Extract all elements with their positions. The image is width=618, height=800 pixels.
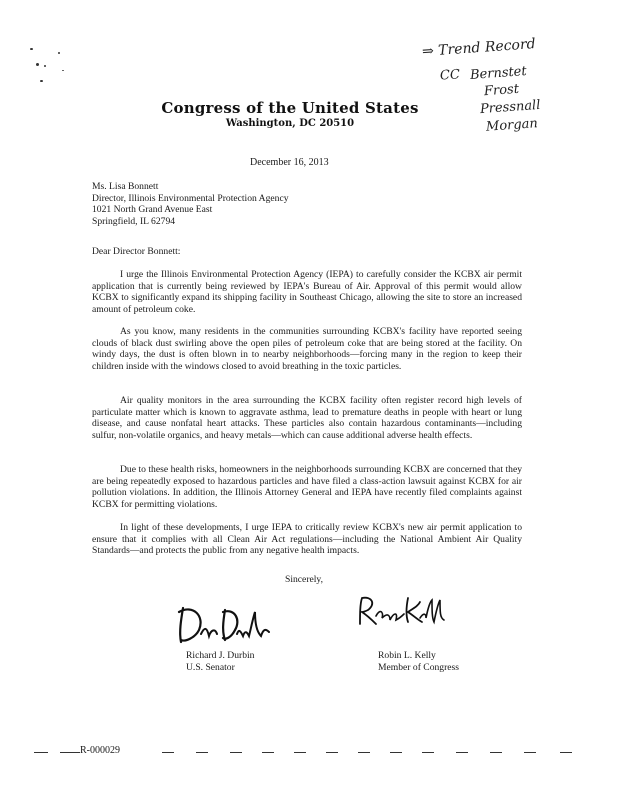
recipient-line: Ms. Lisa Bonnett <box>92 181 159 192</box>
signatory-block <box>378 650 459 674</box>
signatory-title: U.S. Senator <box>186 662 235 673</box>
footer-rule-segment <box>162 752 174 753</box>
salutation: Dear Director Bonnett: <box>92 246 181 257</box>
footer-rule-segment <box>524 752 536 753</box>
handwritten-routing-note: ⇒ Trend Record <box>421 36 537 60</box>
footer-rule-segment <box>390 752 402 753</box>
letter-date: December 16, 2013 <box>250 157 329 168</box>
signatory-name: Robin L. Kelly <box>378 650 436 661</box>
recipient-address <box>92 181 289 227</box>
paragraph-text: Due to these health risks, homeowners in the neighborhoods surrounding KCBX are concerned that they are being repeatedly exposed to hazardous particles and have filed a class-action lawsuit against KCBX for air pollution violations. In addition, the Illinois Attorney General and IEPA have recently filed complaints against KCBX for permitting violations. <box>92 464 522 511</box>
signature-kelly <box>354 594 446 630</box>
closing: Sincerely, <box>285 574 324 585</box>
handwritten-cc-prefix: CC <box>439 67 461 84</box>
footer-rule-segment <box>60 752 80 753</box>
footer-rule-segment <box>326 752 338 753</box>
body-paragraph <box>92 269 522 316</box>
body-paragraph <box>92 326 522 373</box>
bates-number: R-000029 <box>80 745 120 756</box>
signatory-block <box>186 650 254 674</box>
paragraph-text: Air quality monitors in the area surrounding the KCBX facility often register record high levels of particulate matter which is known to aggravate asthma, lead to premature deaths in people with heart or lung disease, and cause nonfatal heart attacks. These particles also contain hazardous contaminants—including sulfur, non-volatile organics, and heavy metals—which can cause additional adverse health effects. <box>92 395 522 442</box>
paragraph-text: In light of these developments, I urge IEPA to critically review KCBX's new air permit application to ensure that it complies with all Clean Air Act regulations—including the National Ambient Air Quality Standards—and protects the public from any negative health impacts. <box>92 522 522 557</box>
letterhead-title: Congress of the United States <box>161 99 419 117</box>
body-paragraph <box>92 464 522 511</box>
handwritten-cc-name: Frost <box>483 81 520 100</box>
footer-rule-segment <box>294 752 306 753</box>
footer-rule-segment <box>358 752 370 753</box>
handwritten-cc-name: Pressnall <box>479 97 541 118</box>
footer-rule-segment <box>422 752 434 753</box>
signatory-name: Richard J. Durbin <box>186 650 255 661</box>
signature-durbin <box>175 598 275 646</box>
footer-rule-segment <box>196 752 208 753</box>
paragraph-text: As you know, many residents in the communities surrounding KCBX's facility have reported seeing clouds of black dust swirling above the open piles of petroleum coke that are being stored at the facility. On windy days, the dust is often blown in to nearby neighborhoods—forcing many in the region to keep their children inside with the windows closed to avoid breathing in the toxic particles. <box>92 326 522 373</box>
footer-rule-segment <box>560 752 572 753</box>
handwritten-cc-name: Morgan <box>485 116 539 135</box>
handwritten-cc-name: Bernstet <box>469 64 528 83</box>
paragraph-text: I urge the Illinois Environmental Protection Agency (IEPA) to carefully consider the KCBX air permit application that is currently being reviewed by IEPA's Bureau of Air. Approval of this permit would allow KCBX to significantly expand its shipping facility in Southeast Chicago, allowing the site to store an increased amount of petroleum coke. <box>92 269 522 316</box>
footer-rule-segment <box>230 752 242 753</box>
recipient-line: Springfield, IL 62794 <box>92 215 176 227</box>
body-paragraph <box>92 522 522 557</box>
letterhead-city: Washington, DC 20510 <box>225 118 355 129</box>
body-paragraph <box>92 395 522 442</box>
footer-rule-segment <box>34 752 48 753</box>
recipient-line: Director, Illinois Environmental Protection Agency <box>92 192 289 204</box>
footer-rule-segment <box>490 752 502 753</box>
footer-rule-segment <box>262 752 274 753</box>
signatory-title: Member of Congress <box>378 662 459 673</box>
recipient-line: 1021 North Grand Avenue East <box>92 204 213 216</box>
footer-rule-segment <box>456 752 468 753</box>
